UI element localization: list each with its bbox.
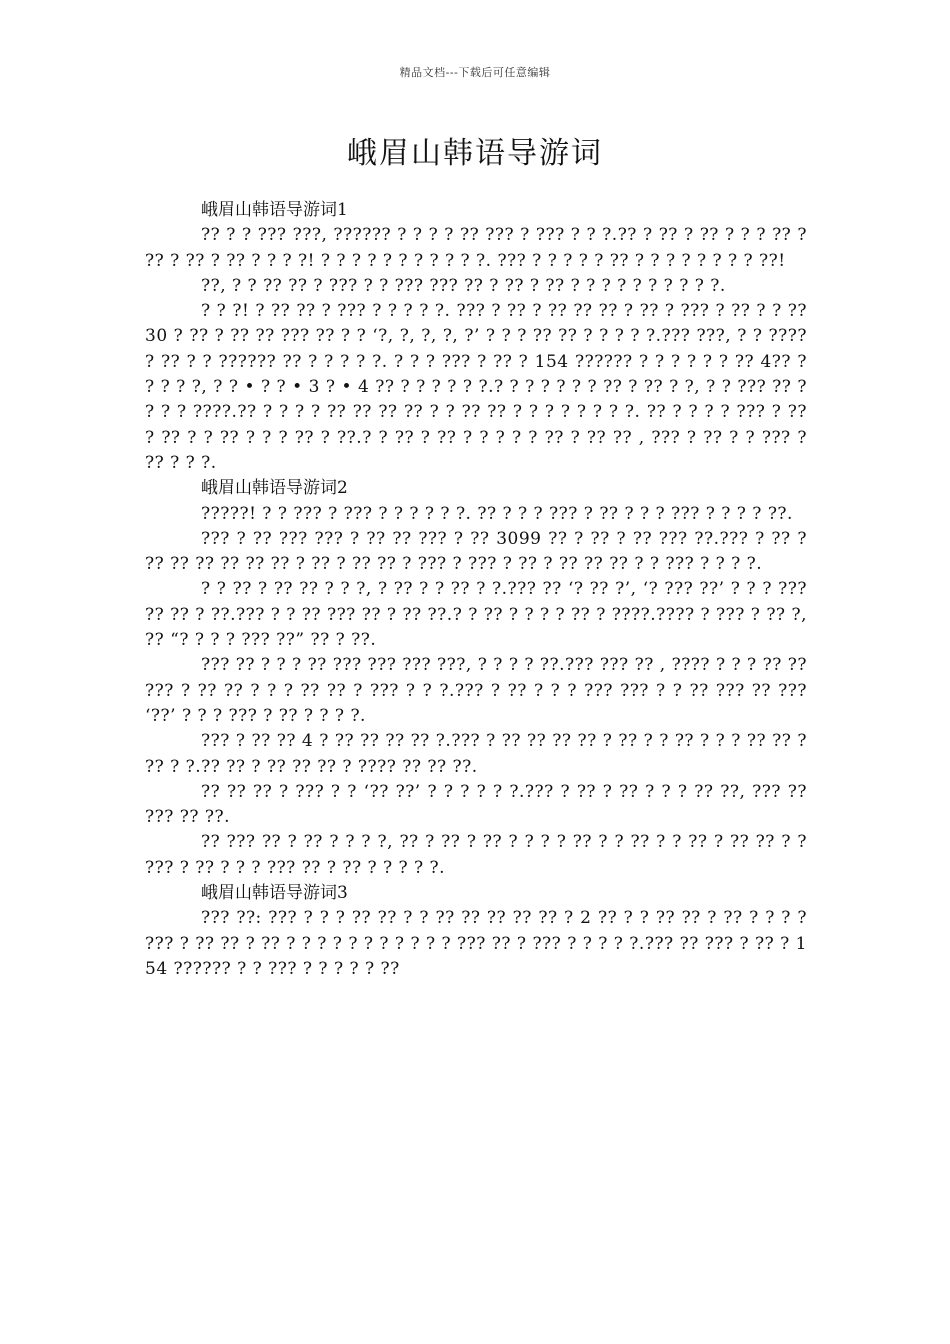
paragraph: ??? ? ?? ??? ??? ? ?? ?? ??? ? ?? 3099 ?? ? ?? ? ?? ??? ??.??? ? ?? ? ?? ?? ?? ?? ?? ?? ? ?? ? ?? ?? ? ??? ? ??? ? ?? ? ?? ?? ?? ? ? ??? ? ? ? ?. (145, 528, 807, 575)
paragraph: ? ? ?! ? ?? ?? ? ??? ? ? ? ? ?. ??? ? ?? ? ?? ?? ?? ? ?? ? ??? ? ?? ? ? ??30 ? ?? ? ?? ?? ??? ?? ? ? ‘?, ?, ?, ?, ?’ ? ? ? ?? ?? ? ? ? ? ?.??? ???, ? ? ???? ? ?? ? ? ?????? ?? ? ? ? ? ?. ? ? ? ??? ? ?? ? 154 ?????? ? ? ? ? ? ? ?? 4?? ? ? ? ? ?, ? ? • ? ? • 3 ? • 4 ?? ? ? ? ? ? ?.? ? ? ? ? ? ? ?? ? ?? ? ?, ? ? ??? ?? ? ? ? ? ????.?? ? ? ? ? ?? ?? ?? ?? ? ? ?? ?? ? ? ? ? ? ? ? ?. ?? ? ? ? ? ??? ? ?? ? ?? ? ? ?? ? ? ? ?? ? ??.? ? ?? ? ?? ? ? ? ? ? ?? ? ?? ?? , ??? ? ?? ? ? ??? ? ?? ? ? ?. (145, 301, 807, 473)
document-body (145, 198, 807, 982)
paragraph: ?? ??? ?? ? ?? ? ? ? ?, ?? ? ?? ? ?? ? ? ? ? ?? ? ? ?? ? ? ?? ? ?? ?? ? ? ??? ? ?? ? ? ? ??? ?? ? ?? ? ? ? ? ?. (145, 832, 807, 878)
section-heading: 峨眉山韩语导游词2 (201, 478, 348, 499)
paragraph: ??? ??: ??? ? ? ? ?? ?? ? ? ?? ?? ?? ?? ?? ? 2 ?? ? ? ?? ?? ? ?? ? ? ? ? ??? ? ?? ?? ? ?? ? ? ? ? ? ? ? ? ? ? ? ??? ?? ? ??? ? ? ? ? ?.??? ?? ??? ? ?? ? 154 ?????? ? ? ??? ? ? ? ? ? ?? (145, 908, 807, 979)
section-1 (145, 198, 807, 476)
section-heading: 峨眉山韩语导游词1 (201, 200, 348, 220)
paragraph: ?????! ? ? ??? ? ??? ? ? ? ? ? ?. ?? ? ? ? ??? ? ?? ? ? ? ??? ? ? ? ? ??. (201, 503, 793, 524)
document-title: 峨眉山韩语导游词 (347, 136, 603, 171)
paragraph: ??, ? ? ?? ?? ? ??? ? ? ??? ??? ?? ? ?? ? ?? ? ? ? ? ? ? ? ? ? ?. (201, 275, 726, 296)
section-heading: 峨眉山韩语导游词3 (201, 883, 348, 904)
section-2 (145, 476, 807, 881)
paragraph: ? ? ?? ? ?? ?? ? ? ?, ? ?? ? ? ?? ? ?.??? ?? ‘? ?? ?’, ‘? ??? ??’ ? ? ? ??? ?? ?? ? ??.??? ? ? ?? ??? ?? ? ?? ??.? ? ?? ? ? ? ? ?? ? ????.???? ? ??? ? ?? ?, ?? “? ? ? ? ??? ??” ?? ? ??. (145, 579, 807, 651)
paragraph: ?? ? ? ??? ???, ?????? ? ? ? ? ?? ??? ? ??? ? ? ?.?? ? ?? ? ?? ? ? ? ?? ? ?? ? ?? ? ?? ? ? ? ?! ? ? ? ? ? ? ? ? ? ? ?. ??? ? ? ? ? ? ?? ? ? ? ? ? ? ? ? ??! (145, 225, 807, 271)
paragraph: ??? ? ?? ?? 4 ? ?? ?? ?? ?? ?.??? ? ?? ?? ?? ?? ? ?? ? ? ?? ? ? ? ?? ?? ? ?? ? ?.?? ?? ? ?? ?? ?? ? ???? ?? ?? ??. (145, 731, 807, 777)
paragraph: ??? ?? ? ? ? ?? ??? ??? ??? ???, ? ? ? ? ??.??? ??? ?? , ???? ? ? ? ?? ?? ??? ? ?? ?? ? ? ? ?? ?? ? ??? ? ? ?.??? ? ?? ? ? ? ??? ??? ? ? ?? ??? ?? ??? ‘??’ ? ? ? ??? ? ?? ? ? ? ?. (145, 655, 807, 726)
header-note: 精品文档---下载后可任意编辑 (399, 66, 551, 79)
paragraph: ?? ?? ?? ? ??? ? ? ‘?? ??’ ? ? ? ? ? ?.??? ? ?? ? ?? ? ? ? ?? ??, ??? ?? ??? ?? ??. (145, 781, 807, 828)
section-3 (145, 881, 807, 982)
